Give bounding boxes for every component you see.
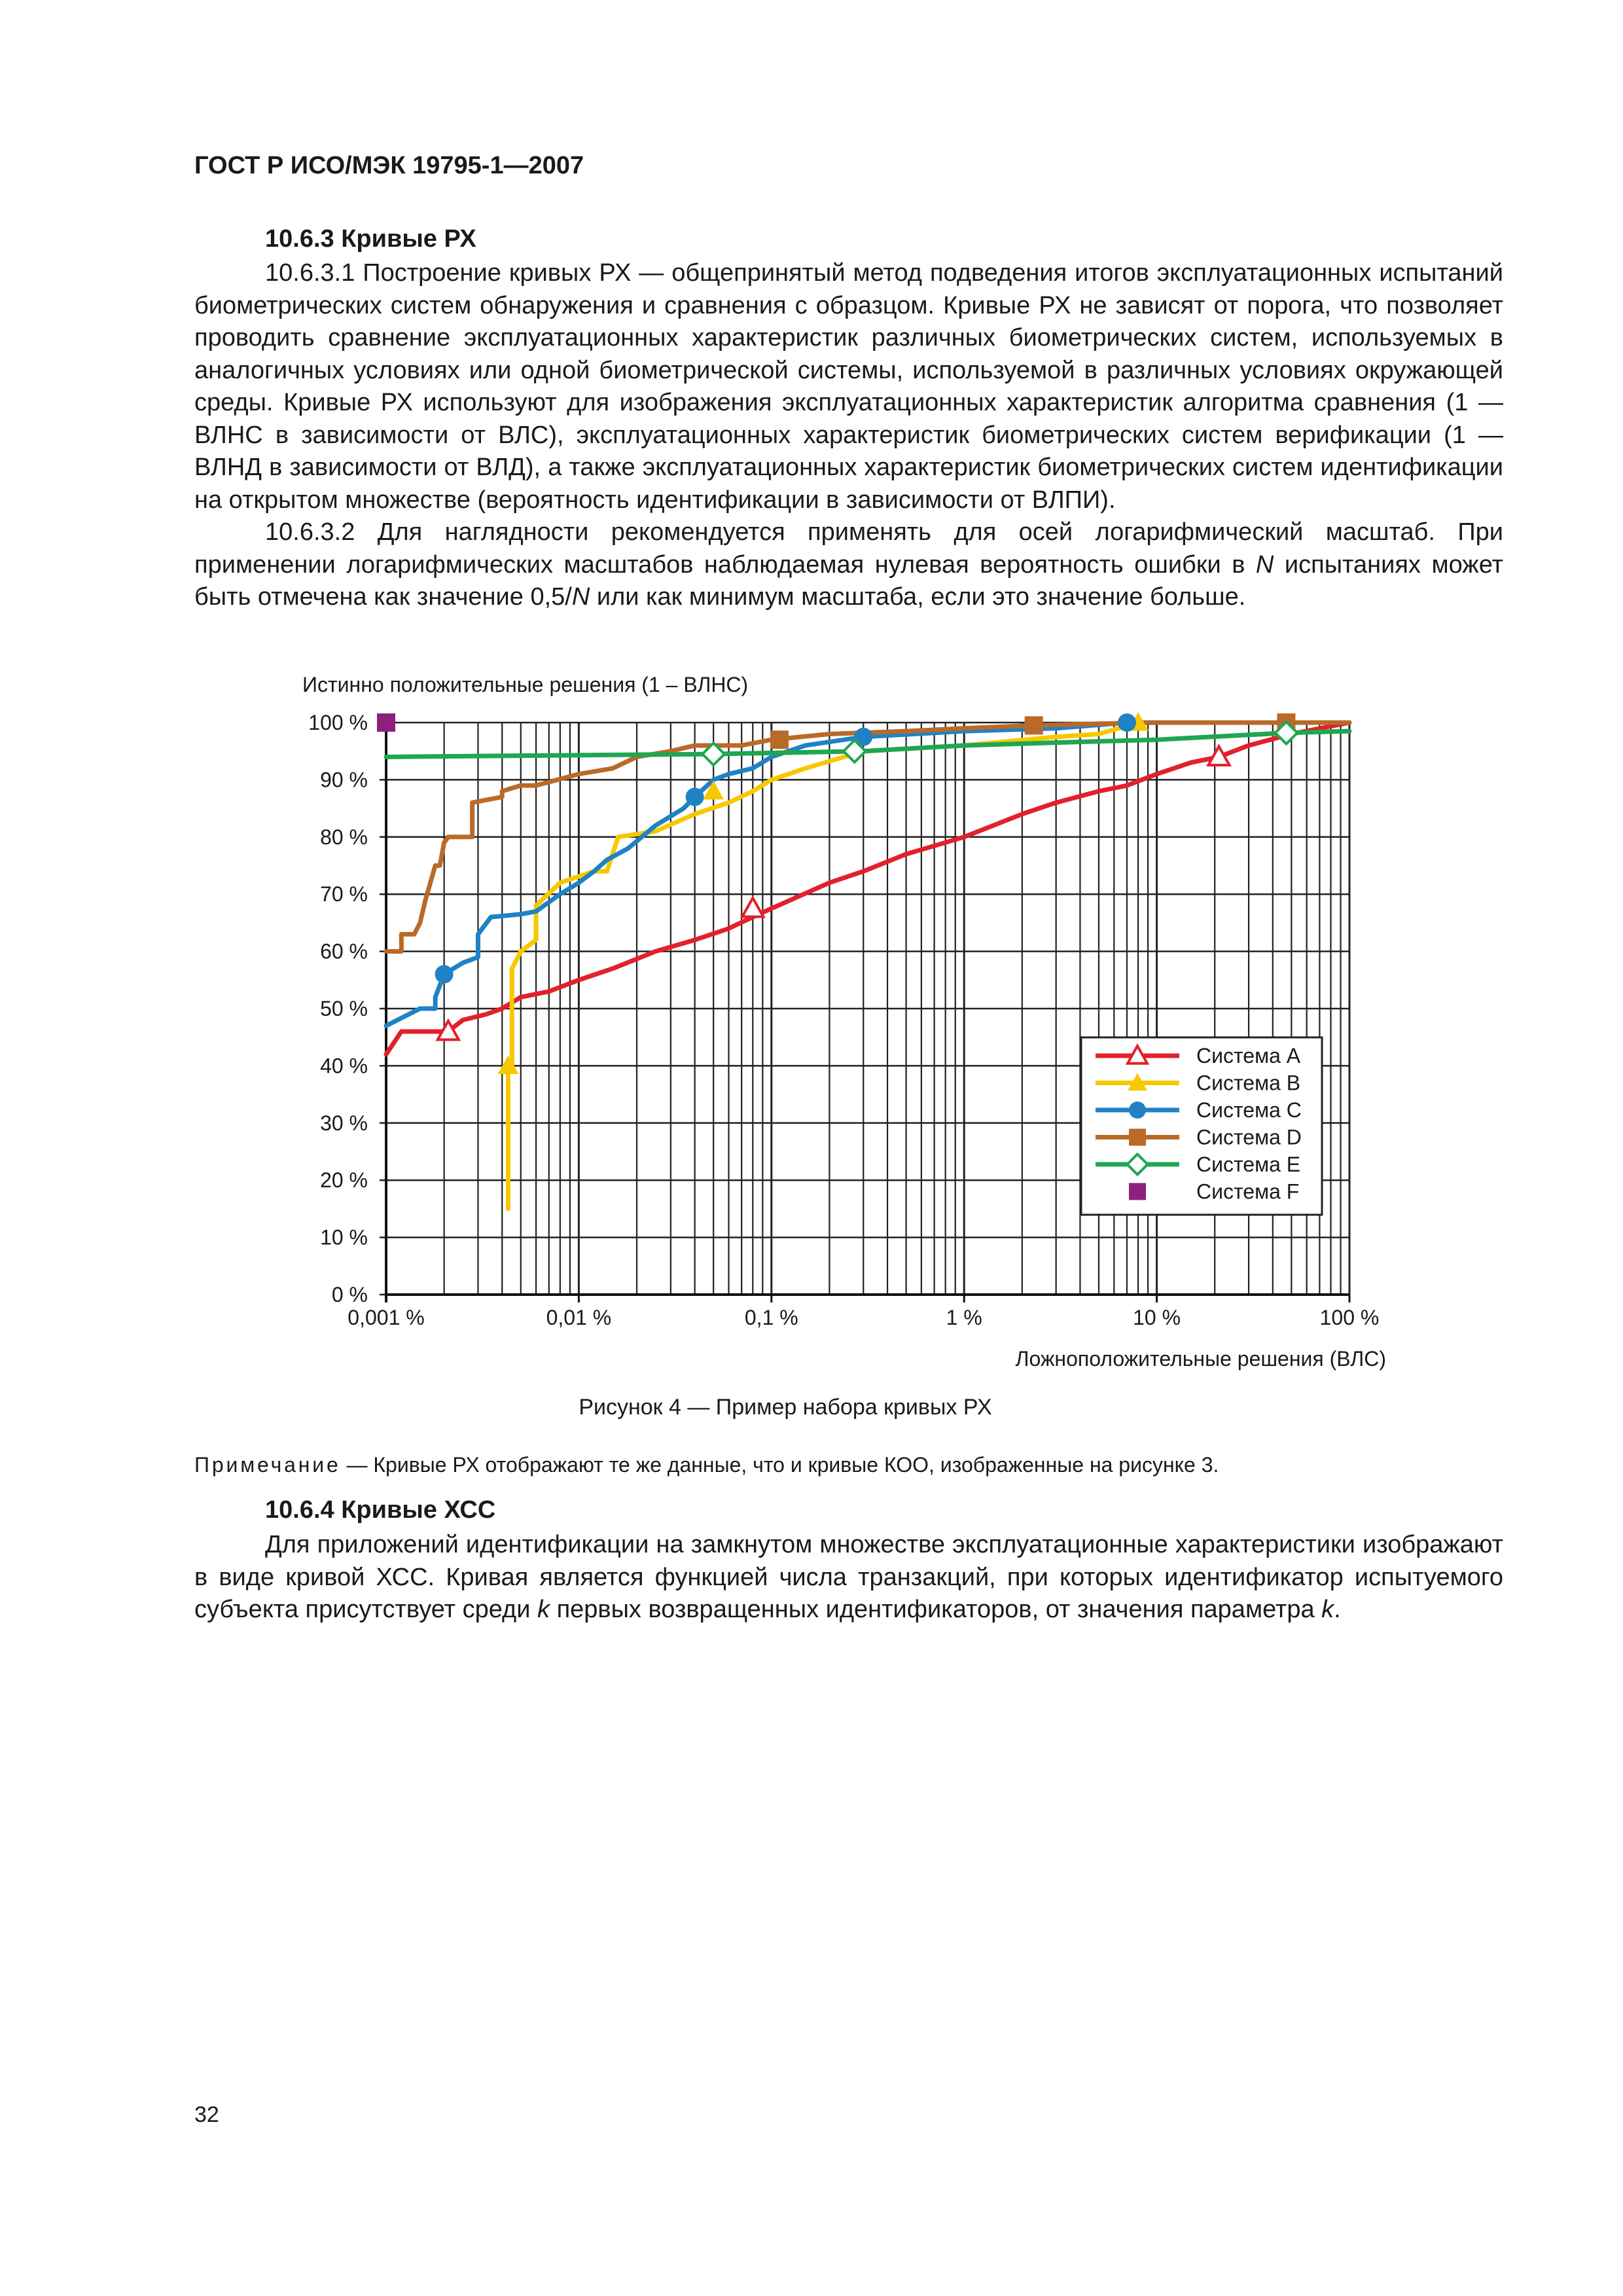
data-point-marker <box>1129 1102 1146 1119</box>
x-tick-label: 0,01 % <box>546 1306 612 1329</box>
legend-label: Система B <box>1196 1071 1301 1095</box>
paragraph-text: или как минимум масштаба, если это значение больше. <box>590 583 1246 611</box>
x-axis-label: Ложноположительные решения (ВЛС) <box>1015 1347 1386 1371</box>
y-tick-label: 50 % <box>320 997 368 1020</box>
paragraph-10-6-3-1: 10.6.3.1 Построение кривых РХ — общепринятый метод подведения итогов эксплуатационных испытаний биометрических систем обнаружения и сравнения с образцом. Кривые РХ не зависят от порога, что позволяет проводить сравнение эксплуатационных характеристик различных биометрических систем, используемых в аналогичных условиях или одной биометрической системы, используемой в различных условиях окружающей среды. Кривые РХ используют для изображения эксплуатационных характеристик алгоритма сравнения (1 — ВЛНС в зависимости от ВЛС), эксплуатационных характеристик биометрических систем верификации (1 — ВЛНД в зависимости от ВЛД), а также эксплуатационных характеристик биометрических систем идентификации на открытом множестве (вероятность идентификации в зависимости от ВЛПИ). <box>194 259 1503 514</box>
y-tick-label: 60 % <box>320 939 368 963</box>
data-point-marker <box>1118 713 1136 732</box>
legend-label: Система E <box>1196 1153 1301 1176</box>
series-line <box>386 723 1349 1054</box>
section-title-10-6-4: 10.6.4 Кривые ХСС <box>265 1496 496 1524</box>
section-title-10-6-3: 10.6.3 Кривые РХ <box>265 225 476 253</box>
italic-k: k <box>537 1596 550 1623</box>
figure-note <box>194 1453 1503 1477</box>
paragraph-10-6-4 <box>194 1529 1503 1626</box>
series-line <box>386 723 1349 1026</box>
data-point-marker <box>770 730 789 749</box>
paragraph-text: Для приложений идентификации на замкнутом множестве эксплуатационные характеристики изображают в виде кривой ХСС. Кривая является функцией числа транзакций, при которых идентификатор испытуемого субъекта присутствует среди <box>194 1531 1503 1623</box>
italic-n: N <box>571 583 590 611</box>
y-tick-label: 80 % <box>320 825 368 849</box>
legend-label: Система A <box>1196 1044 1301 1067</box>
section-10-6-4-body <box>194 1529 1503 1626</box>
paragraph-text: . <box>1334 1596 1341 1623</box>
data-point-marker <box>1025 716 1043 734</box>
note-label: Примечание <box>194 1453 341 1477</box>
x-tick-label: 100 % <box>1319 1306 1380 1329</box>
note-text: — Кривые РХ отображают те же данные, что и кривые КОО, изображенные на рисунке 3. <box>340 1453 1219 1477</box>
y-tick-label: 40 % <box>320 1054 368 1078</box>
x-tick-label: 1 % <box>946 1306 982 1329</box>
figure-caption: Рисунок 4 — Пример набора кривых РХ <box>579 1395 992 1420</box>
y-tick-label: 30 % <box>320 1111 368 1135</box>
y-axis-label: Истинно положительные решения (1 – ВЛНС) <box>302 673 749 696</box>
data-point-marker <box>1129 1129 1146 1146</box>
chart-markers <box>377 712 1297 1074</box>
legend-label: Система D <box>1196 1125 1302 1149</box>
y-tick-label: 100 % <box>308 711 368 734</box>
y-tick-label: 70 % <box>320 882 368 906</box>
paragraph-text: 10.6.3.2 Для наглядности рекомендуется применять для осей логарифмический масштаб. При применении логарифмических масштабов наблюдаемая нулевая вероятность ошибки в <box>194 518 1503 579</box>
data-point-marker <box>742 898 763 917</box>
data-point-marker <box>497 1055 518 1074</box>
y-tick-label: 20 % <box>320 1168 368 1193</box>
data-point-marker <box>435 965 454 984</box>
x-tick-label: 0,1 % <box>744 1306 798 1329</box>
y-tick-label: 0 % <box>331 1283 368 1306</box>
y-tick-label: 10 % <box>320 1225 368 1249</box>
italic-n: N <box>1255 550 1274 579</box>
data-point-marker <box>686 788 704 806</box>
paragraph-text: первых возвращенных идентификаторов, от значения параметра <box>550 1596 1322 1623</box>
data-point-marker <box>377 713 395 732</box>
chart-legend <box>1081 1037 1322 1215</box>
x-tick-label: 10 % <box>1133 1306 1181 1329</box>
legend-label: Система F <box>1196 1179 1300 1204</box>
page-number: 32 <box>194 2102 219 2127</box>
document-header: ГОСТ Р ИСО/МЭК 19795-1—2007 <box>194 152 584 179</box>
legend-label: Система C <box>1196 1098 1302 1122</box>
italic-k: k <box>1321 1596 1334 1623</box>
paragraph-text: испытаниях может быть отмечена как значение 0,5/ <box>194 550 1503 611</box>
y-tick-label: 90 % <box>320 768 368 792</box>
data-point-marker <box>1129 1183 1146 1200</box>
x-tick-label: 0,001 % <box>348 1306 425 1329</box>
